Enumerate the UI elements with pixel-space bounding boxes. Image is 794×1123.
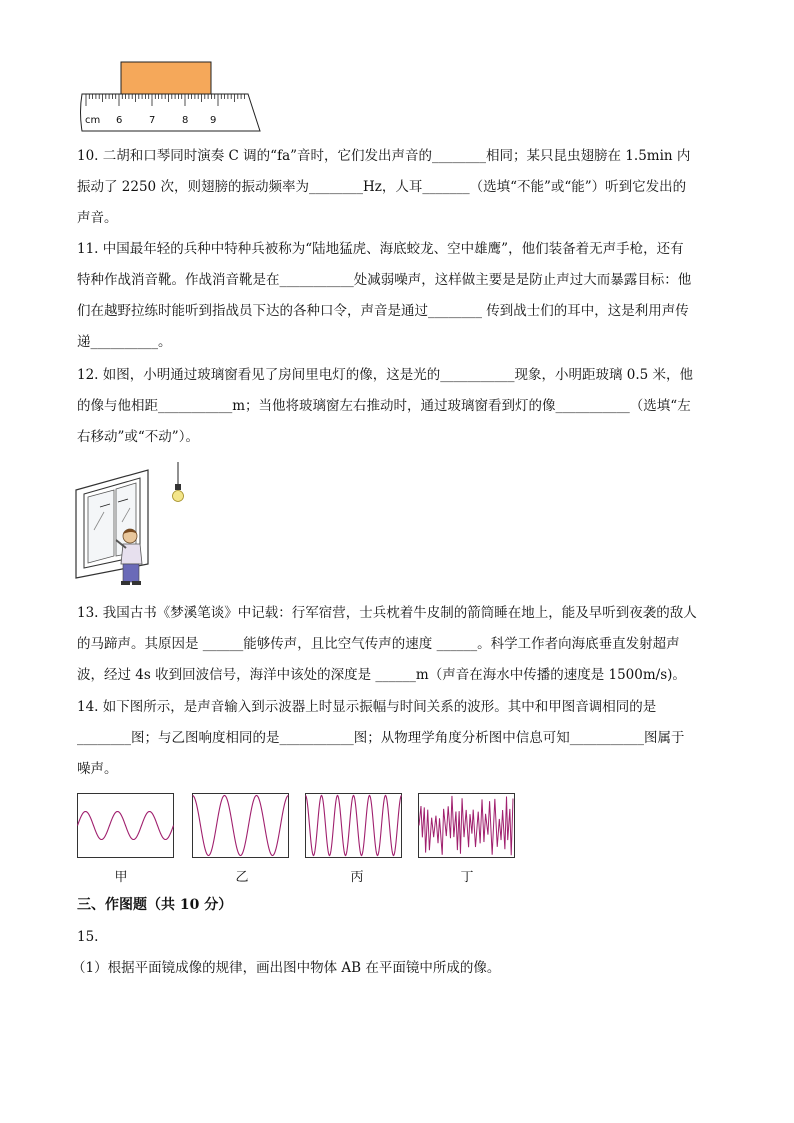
ruler-tick-8: 8 <box>182 115 189 126</box>
q11-line1: 11. 中国最年轻的兵种中特种兵被称为“陆地猛虎、海底蛟龙、空中雄鹰”，他们装备着无声手枪，还有 <box>77 241 684 257</box>
q10-line3: 声音。 <box>77 210 118 226</box>
ruler-tick-7: 7 <box>149 115 156 126</box>
ruler-unit: cm <box>85 115 101 126</box>
lamp-socket <box>175 484 181 490</box>
waveform-ding <box>418 793 515 858</box>
q10-line1: 10. 二胡和口琴同时演奏 C 调的“fa”音时，它们发出声音的________相同；某只昆虫翅膀在 1.5min 内 <box>77 148 691 164</box>
wave-label-yi: 乙 <box>235 870 249 885</box>
q10-line2: 振动了 2250 次，则翅膀的振动频率为________Hz，人耳_______（选填“不能”或“能”）听到它发出的 <box>77 179 687 195</box>
waveform-jia <box>77 793 174 858</box>
section3-heading: 三、作图题（共 10 分） <box>77 897 233 913</box>
q11-line2: 特种作战消音靴。作战消音靴是在___________处减弱噪声，这样做主要是是防止声过大而暴露目标：他 <box>77 272 692 288</box>
q15-part1: （1）根据平面镜成像的规律，画出图中物体 AB 在平面镜中所成的像。 <box>72 960 501 976</box>
boy-shoe-right <box>132 581 141 585</box>
q14-line3: 噪声。 <box>77 761 118 777</box>
waveform-bing <box>305 793 402 858</box>
q12-line2: 的像与他相距___________m；当他将玻璃窗左右推动时，通过玻璃窗看到灯的像___________（选填“左 <box>77 398 691 414</box>
q13-line2: 的马蹄声。其原因是 ______能够传声，且比空气传声的速度 ______。科学工作者向海底垂直发射超声 <box>77 636 680 652</box>
q14-line1: 14. 如下图所示，是声音输入到示波器上时显示振幅与时间关系的波形。其中和甲图音调相同的是 <box>77 699 657 715</box>
lamp-bulb-icon <box>173 491 184 502</box>
q11-line4: 递__________。 <box>77 334 172 350</box>
waveform-yi <box>192 793 289 858</box>
wave-label-jia: 甲 <box>114 870 128 885</box>
wave-label-bing: 丙 <box>350 870 364 885</box>
orange-block <box>121 62 211 95</box>
wave-label-ding: 丁 <box>460 870 474 885</box>
q13-line3: 波，经过 4s 收到回波信号，海洋中该处的深度是 ______m（声音在海水中传播的速度是 1500m/s)。 <box>77 667 686 683</box>
q12-line3: 右移动”或“不动”）。 <box>77 429 199 445</box>
q15-number: 15. <box>77 929 99 945</box>
window-lamp-figure <box>70 460 190 592</box>
q14-line2: ________图；与乙图响度相同的是___________图；从物理学角度分析图中信息可知___________图属于 <box>77 730 685 746</box>
ruler-tick-9: 9 <box>210 115 217 126</box>
ruler-figure <box>78 60 264 135</box>
boy-shoe-left <box>121 581 130 585</box>
q11-line3: 们在越野拉练时能听到指战员下达的各种口令，声音是通过________ 传到战士们的耳中，这是利用声传 <box>77 303 689 319</box>
ruler-tick-6: 6 <box>116 115 123 126</box>
boy-legs <box>123 564 139 582</box>
window-pane-left <box>88 490 114 563</box>
q12-line1: 12. 如图，小明通过玻璃窗看见了房间里电灯的像，这是光的___________现象，小明距玻璃 0.5 米，他 <box>77 367 694 383</box>
q13-line1: 13. 我国古书《梦溪笔谈》中记载：行军宿营，士兵枕着牛皮制的箭筒睡在地上，能及早听到夜袭的敌人 <box>77 605 697 621</box>
ruler-body <box>81 94 261 131</box>
